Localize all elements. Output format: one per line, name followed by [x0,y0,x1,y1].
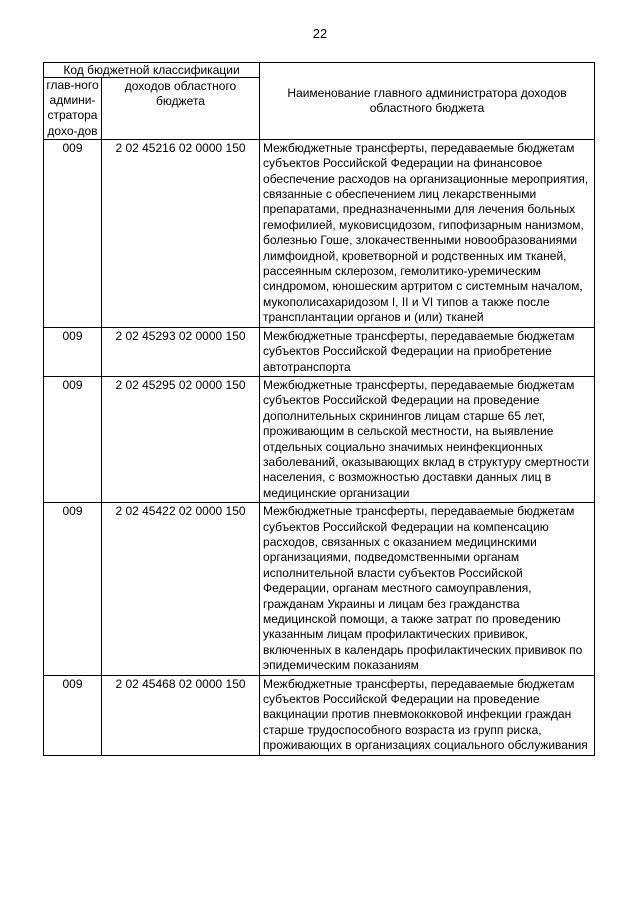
header-main-administrator: глав-ного админи-стратора дохо-дов [44,78,102,140]
income-code-cell: 2 02 45468 02 0000 150 [102,675,260,755]
page-number: 22 [312,26,328,41]
administrator-name-cell: Межбюджетные трансферты, передаваемые бюджетам субъектов Российской Федерации на финансовое обеспечение расходов на организационные мероприятия, связанные с обеспечением лиц лекарственными препаратами, предназначенными для лечения больных гемофилией, муковисцидозом, гипофизарным нанизмом, болезнью Гоше, злокачественными новообразованиями лимфоидной, кроветворной и родственных им тканей, рассеянным склерозом, гемолитико-уремическим синдромом, юношеским артритом с системным началом, мукополисахаридозом I, II и VI типов а также после трансплантации органов и (или) тканей [260,139,595,327]
administrator-name-cell: Межбюджетные трансферты, передаваемые бюджетам субъектов Российской Федерации на проведение дополнительных скринингов лицам старше 65 лет, проживающим в сельской местности, на выявление отдельных социально значимых неинфекционных заболеваний, оказывающих вклад в структуру смертности населения, с возможностью доставки данных лиц в медицинские организации [260,376,595,502]
administrator-code-cell: 009 [44,503,102,675]
table-row [44,376,595,502]
header-regional-budget-income: доходов областного бюджета [102,78,260,140]
table-row [44,139,595,327]
income-code-cell: 2 02 45216 02 0000 150 [102,139,260,327]
administrator-name-cell: Межбюджетные трансферты, передаваемые бюджетам субъектов Российской Федерации на проведение вакцинации против пневмококковой инфекции граждан старше трудоспособного возраста из групп риска, проживающих в организациях социального обслуживания [260,675,595,755]
administrator-code-cell: 009 [44,675,102,755]
budget-classification-table [43,62,595,756]
administrator-name-cell: Межбюджетные трансферты, передаваемые бюджетам субъектов Российской Федерации на приобретение автотранспорта [260,327,595,376]
table-row [44,327,595,376]
table-row [44,503,595,675]
administrator-code-cell: 009 [44,327,102,376]
administrator-name-cell: Межбюджетные трансферты, передаваемые бюджетам субъектов Российской Федерации на компенсацию расходов, связанных с оказанием медицинскими организациями, подведомственными органам исполнительной власти субъектов Российской Федерации, органам местного самоуправления, гражданам Украины и лицам без гражданства медицинской помощи, а также затрат по проведению указанным лицам профилактических прививок, включенных в календарь профилактических прививок по эпидемическим показаниям [260,503,595,675]
income-code-cell: 2 02 45293 02 0000 150 [102,327,260,376]
administrator-code-cell: 009 [44,139,102,327]
income-code-cell: 2 02 45422 02 0000 150 [102,503,260,675]
table-body [44,139,595,755]
income-code-cell: 2 02 45295 02 0000 150 [102,376,260,502]
header-budget-classification-code: Код бюджетной классификации [44,63,260,78]
header-administrator-name: Наименование главного администратора доходов областного бюджета [260,63,595,140]
administrator-code-cell: 009 [44,376,102,502]
table-row [44,675,595,755]
header-row-group [44,63,595,78]
